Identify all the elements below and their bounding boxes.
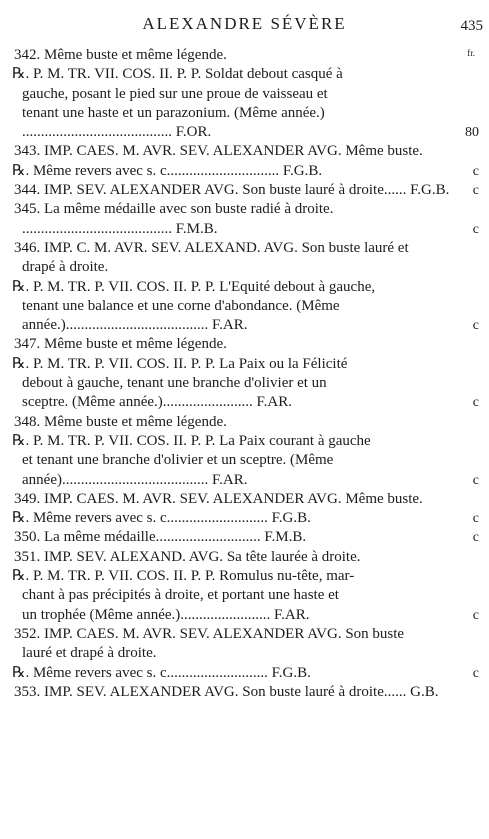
- entry-text: année)....................................... F.AR.: [22, 471, 248, 488]
- entry-text: et tenant une branche d'olivier et un sceptre. (Même: [22, 452, 334, 469]
- entry-text: 345. La même médaille avec son buste radié à droite.: [14, 201, 334, 218]
- entry-line: [0, 413, 489, 432]
- entry-text: 349. IMP. CAES. M. AVR. SEV. ALEXANDER AVG. Même buste.: [14, 490, 423, 507]
- rarity-value: c: [472, 395, 479, 411]
- entry-line: [0, 664, 489, 683]
- entry-line: [0, 683, 489, 702]
- entry-line: [0, 606, 489, 625]
- entry-text: tenant une haste et un parazonium. (Même année.): [22, 104, 325, 121]
- entry-line: [0, 490, 489, 509]
- entry-text: 346. IMP. C. M. AVR. SEV. ALEXAND. AVG. Son buste lauré et: [14, 239, 409, 256]
- entry-text: ℞. P. M. TR. VII. COS. II. P. P. Soldat debout casqué à: [12, 66, 343, 83]
- entry-line: [0, 123, 489, 142]
- entry-text: ℞. P. M. TR. P. VII. COS. II. P. P. L'Equité debout à gauche,: [12, 278, 376, 295]
- entry-line: [0, 85, 489, 104]
- entry-text: ........................................ F.OR.: [22, 124, 212, 141]
- entry-line: [0, 451, 489, 470]
- entry-text: 352. IMP. CAES. M. AVR. SEV. ALEXANDER AVG. Son buste: [14, 625, 405, 642]
- entry-text: 351. IMP. SEV. ALEXAND. AVG. Sa tête laurée à droite.: [14, 548, 361, 565]
- entry-text: 350. La même médaille............................ F.M.B.: [14, 529, 307, 546]
- entry-line: [0, 548, 489, 567]
- entry-line: [0, 393, 489, 412]
- entry-line: [0, 509, 489, 528]
- entry-text: chant à pas précipités à droite, et portant une haste et: [22, 587, 339, 604]
- entry-text: ........................................ F.M.B.: [22, 220, 218, 237]
- entry-text: ℞. Même revers avec s. c........................... F.G.B.: [12, 510, 311, 527]
- entry-line: [0, 335, 489, 354]
- page-number: 435: [460, 18, 483, 34]
- entry-line: [0, 528, 489, 547]
- rarity-value: c: [472, 511, 479, 527]
- entry-line: [0, 162, 489, 181]
- entry-line: [0, 200, 489, 219]
- rarity-value: 80: [465, 125, 479, 141]
- rarity-value: c: [472, 530, 479, 546]
- entry-line: [0, 567, 489, 586]
- entry-text: 347. Même buste et même légende.: [14, 336, 227, 353]
- entry-line: [0, 258, 489, 277]
- entry-text: lauré et drapé à droite.: [22, 645, 157, 662]
- page-header: [0, 14, 489, 40]
- entry-text: ℞. Même revers avec s. c.............................. F.G.B.: [12, 162, 323, 179]
- entry-text: 342. Même buste et même légende.: [14, 47, 227, 63]
- rarity-value: c: [472, 607, 479, 623]
- entry-line: [0, 65, 489, 84]
- entry-line: [0, 104, 489, 123]
- entry-text: 344. IMP. SEV. ALEXANDER AVG. Son buste lauré à droite...... F.G.B.: [14, 182, 450, 199]
- entry-line: [0, 355, 489, 374]
- entry-text: 348. Même buste et même légende.: [14, 413, 227, 430]
- entry-text: 343. IMP. CAES. M. AVR. SEV. ALEXANDER AVG. Même buste.: [14, 143, 423, 160]
- entry-text: drapé à droite.: [22, 259, 109, 276]
- rarity-value: c: [472, 472, 479, 488]
- entry-line: [0, 142, 489, 161]
- entry-line: [0, 278, 489, 297]
- entry-text: tenant une balance et une corne d'abondance. (Même: [22, 297, 340, 314]
- entry-text: un trophée (Même année.)........................ F.AR.: [22, 606, 310, 623]
- rarity-value: c: [472, 665, 479, 681]
- rarity-value: c: [472, 163, 479, 179]
- entry-line: [0, 239, 489, 258]
- entry-text: ℞. P. M. TR. P. VII. COS. II. P. P. La Paix ou la Félicité: [12, 355, 348, 372]
- running-title: ALEXANDRE SÉVÈRE: [142, 14, 347, 33]
- rarity-value: c: [472, 318, 479, 334]
- entry-line: [0, 432, 489, 451]
- entry-text: ℞. Même revers avec s. c........................... F.G.B.: [12, 664, 311, 681]
- rarity-value: c: [472, 221, 479, 237]
- rarity-value: c: [472, 183, 479, 199]
- entry-line: [0, 297, 489, 316]
- entry-line: [0, 220, 489, 239]
- entry-text: année.)...................................... F.AR.: [22, 317, 248, 334]
- entry-text: ℞. P. M. TR. P. VII. COS. II. P. P. Romulus nu-tête, mar-: [12, 568, 355, 585]
- entry-line: [0, 374, 489, 393]
- entry-text: 353. IMP. SEV. ALEXANDER AVG. Son buste lauré à droite...... G.B.: [14, 683, 439, 700]
- coin-entry-list: [0, 46, 489, 702]
- entry-line: [0, 471, 489, 490]
- entry-line: [0, 316, 489, 335]
- entry-text: ℞. P. M. TR. P. VII. COS. II. P. P. La Paix courant à gauche: [12, 432, 371, 449]
- entry-text: sceptre. (Même année.)........................ F.AR.: [22, 394, 292, 411]
- entry-text: gauche, posant le pied sur une proue de vaisseau et: [22, 85, 328, 102]
- entry-line: [0, 181, 489, 200]
- entry-line: [0, 46, 489, 65]
- entry-line: [0, 625, 489, 644]
- entry-text: debout à gauche, tenant une branche d'olivier et un: [22, 375, 327, 392]
- currency-unit-label: fr.: [467, 48, 475, 58]
- entry-line: [0, 586, 489, 605]
- entry-line: [0, 644, 489, 663]
